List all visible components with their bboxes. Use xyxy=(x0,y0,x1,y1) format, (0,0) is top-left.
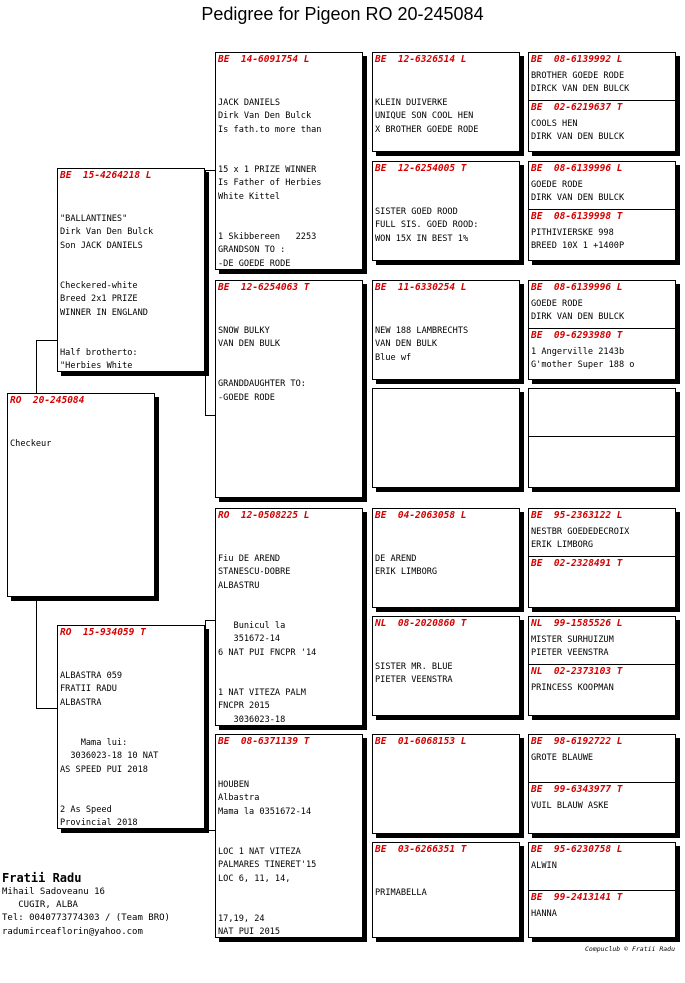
card-text: SISTER MR. BLUE PIETER VEENSTRA xyxy=(375,661,453,686)
ring-number: RO 15-934059 T xyxy=(60,627,146,638)
gen4-pair-2[interactable] xyxy=(528,161,676,261)
ring-number: BE 14-6091754 L xyxy=(218,54,310,65)
ring-number: BE 12-6254005 T xyxy=(375,163,467,174)
ring-number: BE 95-6230758 L xyxy=(531,844,623,855)
breeder-info xyxy=(2,870,170,939)
divider xyxy=(529,100,675,101)
credit-text: Compuclub © Fratii Radu xyxy=(585,945,676,953)
connector-line xyxy=(36,708,58,709)
ring-number: BE 03-6266351 T xyxy=(375,844,467,855)
ring-number: BE 02-6219637 T xyxy=(531,102,623,113)
ring-number: NL 02-2373103 T xyxy=(531,666,623,677)
divider xyxy=(529,328,675,329)
card-text: SISTER GOED ROOD FULL SIS. GOED ROOD: WON 15X IN BEST 1% xyxy=(375,206,479,244)
gen3-card-5[interactable] xyxy=(372,508,520,608)
dam-sire-card[interactable] xyxy=(215,508,363,726)
ring-number: BE 99-2413141 T xyxy=(531,892,623,903)
card-text: HANNA xyxy=(531,909,557,919)
card-text: PRINCESS KOOPMAN xyxy=(531,683,614,693)
ring-number: NL 99-1585526 L xyxy=(531,618,623,629)
card-text: DE AREND ERIK LIMBORG xyxy=(375,553,438,578)
ring-number: BE 08-6139998 T xyxy=(531,211,623,222)
card-text: NESTBR GOEDEDECROIX ERIK LIMBORG xyxy=(531,527,630,551)
card-text: HOUBEN Albastra Mama la 0351672-14 LOC 1 NAT VITEZA PALMARES TINERET'15 LOC 6, 11, 14, 17,19, 24 NAT PUI 2015 xyxy=(218,779,317,938)
ring-number: NL 08-2020860 T xyxy=(375,618,467,629)
connector-line xyxy=(205,170,206,415)
card-text: BROTHER GOEDE RODE DIRCK VAN DEN BULCK xyxy=(531,71,630,95)
card-text: JACK DANIELS Dirk Van Den Bulck Is fath.to more than 15 x 1 PRIZE WINNER Is Father of Herbies White Kittel 1 Skibbereen 2253 GRANDSON TO : -DE GOEDE RODE xyxy=(218,97,322,269)
ring-number: RO 12-0508225 L xyxy=(218,510,310,521)
ring-number: BE 08-6371139 T xyxy=(218,736,310,747)
gen4-pair-4[interactable] xyxy=(528,388,676,488)
breeder-city: CUGIR, ALBA xyxy=(2,900,78,911)
gen3-card-4[interactable] xyxy=(372,388,520,488)
gen3-card-6[interactable] xyxy=(372,616,520,716)
ring-number: BE 08-6139996 L xyxy=(531,282,623,293)
breeder-phone: Tel: 0040773774303 / (Team BRO) xyxy=(2,913,170,924)
card-text: 1 Angerville 2143b G'mother Super 188 o xyxy=(531,347,635,371)
connector-line xyxy=(36,340,37,395)
connector-line xyxy=(205,620,206,830)
gen4-pair-8[interactable] xyxy=(528,842,676,938)
ring-number: BE 01-6068153 L xyxy=(375,736,467,747)
card-text xyxy=(375,752,518,834)
gen3-card-1[interactable] xyxy=(372,52,520,152)
subject-card[interactable] xyxy=(7,393,155,597)
breeder-name: Fratii Radu xyxy=(2,871,82,885)
connector-line xyxy=(36,340,58,341)
dam-dam-card[interactable] xyxy=(215,734,363,938)
card-text: COOLS HEN DIRK VAN DEN BULCK xyxy=(531,119,625,143)
ring-number: BE 08-6139996 L xyxy=(531,163,623,174)
divider xyxy=(529,782,675,783)
card-text: GROTE BLAUWE xyxy=(531,753,594,763)
ring-number: BE 12-6326514 L xyxy=(375,54,467,65)
divider xyxy=(529,209,675,210)
card-text: MISTER SURHUIZUM PIETER VEENSTRA xyxy=(531,635,614,659)
ring-number: BE 04-2063058 L xyxy=(375,510,467,521)
gen4-pair-3[interactable] xyxy=(528,280,676,380)
card-text: "BALLANTINES" Dirk Van Den Bulck Son JACK DANIELS Checkered-white Breed 2x1 PRIZE WINNER IN ENGLAND Half brotherto: "Herbies White xyxy=(60,213,154,372)
gen4-pair-6[interactable] xyxy=(528,616,676,716)
card-text: GOEDE RODE DIRK VAN DEN BULCK xyxy=(531,299,625,323)
sire-card[interactable] xyxy=(57,168,205,372)
sire-sire-card[interactable] xyxy=(215,52,363,270)
ring-number: BE 09-6293980 T xyxy=(531,330,623,341)
sire-dam-card[interactable] xyxy=(215,280,363,498)
breeder-email[interactable]: radumirceaflorin@yahoo.com xyxy=(2,926,143,937)
gen4-pair-1[interactable] xyxy=(528,52,676,152)
ring-number: BE 99-6343977 T xyxy=(531,784,623,795)
card-text: PRIMABELLA xyxy=(375,887,427,898)
ring-number: BE 12-6254063 T xyxy=(218,282,310,293)
ring-number: RO 20-245084 xyxy=(10,395,85,406)
card-text: ALBASTRA 059 FRATII RADU ALBASTRA Mama lui: 3036023-18 10 NAT AS SPEED PUI 2018 2 As Speed Provincial 2018 xyxy=(60,670,159,829)
divider xyxy=(529,890,675,891)
ring-number: BE 95-2363122 L xyxy=(531,510,623,521)
ring-number: BE 15-4264218 L xyxy=(60,170,152,181)
card-text: VUIL BLAUW ASKE xyxy=(531,801,609,811)
ring-number: BE 98-6192722 L xyxy=(531,736,623,747)
gen4-pair-7[interactable] xyxy=(528,734,676,834)
card-text: NEW 188 LAMBRECHTS VAN DEN BULK Blue wf xyxy=(375,325,469,363)
gen3-card-7[interactable] xyxy=(372,734,520,834)
ring-number: BE 08-6139992 L xyxy=(531,54,623,65)
card-text: Fiu DE AREND STANESCU-DOBRE ALBASTRU Bunicul la 351672-14 6 NAT PUI FNCPR '14 1 NAT VITEZA PALM FNCPR 2015 3036023-18 xyxy=(218,553,317,725)
ring-number: BE 02-2328491 T xyxy=(531,558,623,569)
divider xyxy=(529,436,675,437)
ring-number: BE 11-6330254 L xyxy=(375,282,467,293)
card-text: PITHIVIERSKE 998 BREED 10X 1 +1400P xyxy=(531,228,625,252)
card-text: SNOW BULKY VAN DEN BULK GRANDDAUGHTER TO: -GOEDE RODE xyxy=(218,325,306,403)
gen3-card-3[interactable] xyxy=(372,280,520,380)
divider xyxy=(529,556,675,557)
divider xyxy=(529,664,675,665)
card-text: Checkeur xyxy=(10,438,52,449)
card-text: ALWIN xyxy=(531,861,557,871)
page-title: Pedigree for Pigeon RO 20-245084 xyxy=(201,4,484,24)
card-text: KLEIN DUIVERKE UNIQUE SON COOL HEN X BROTHER GOEDE RODE xyxy=(375,97,479,135)
gen3-card-2[interactable] xyxy=(372,161,520,261)
breeder-address: Mihail Sadoveanu 16 xyxy=(2,887,105,897)
gen3-card-8[interactable] xyxy=(372,842,520,938)
connector-line xyxy=(36,598,37,708)
card-text: GOEDE RODE DIRK VAN DEN BULCK xyxy=(531,180,625,204)
dam-card[interactable] xyxy=(57,625,205,829)
gen4-pair-5[interactable] xyxy=(528,508,676,608)
